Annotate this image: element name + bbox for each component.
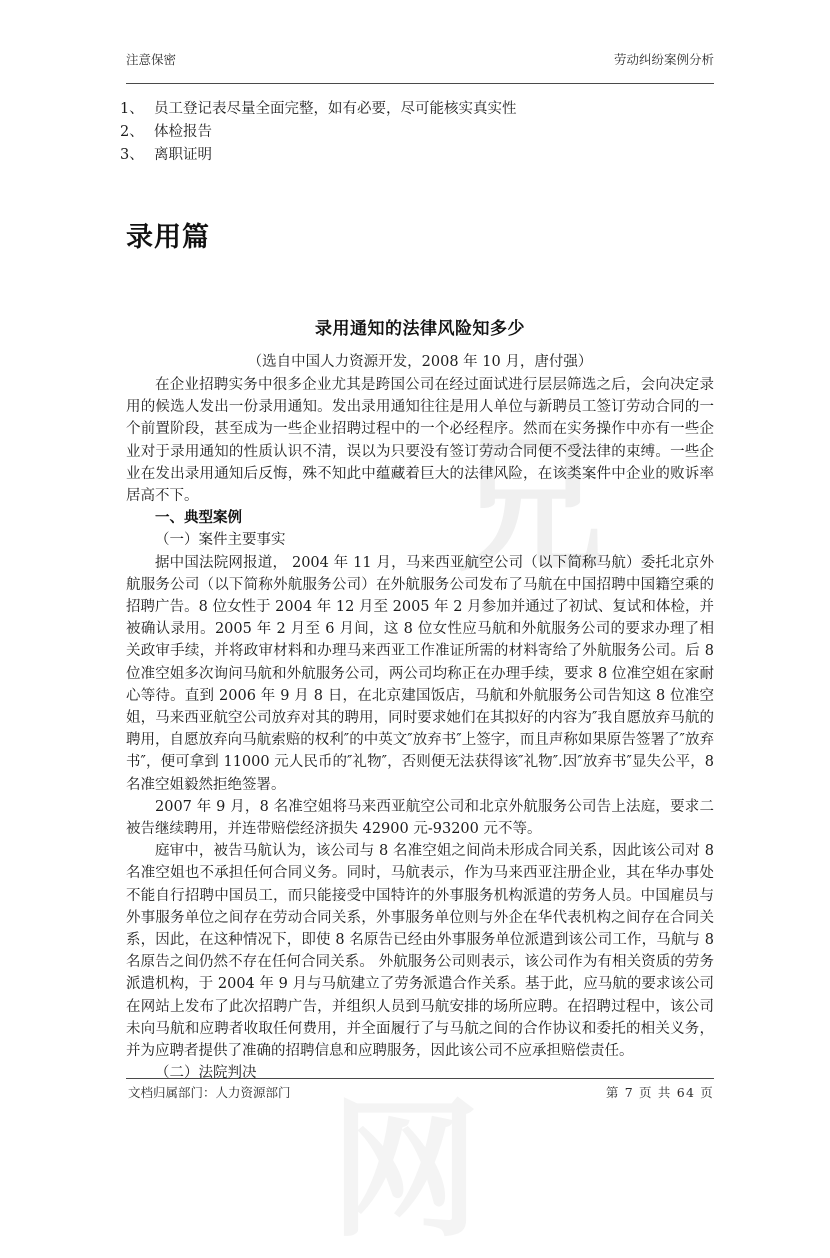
case-facts-paragraph-3: 庭审中，被告马航认为，该公司与 8 名准空姐之间尚未形成合同关系，因此该公司对 8 名准空姐也不承担任何合同义务。同时，马航表示，作为马来西亚注册企业，其在华办事处不能自行招聘中国员工，而只能接受中国特许的外事服务机构派遣的劳务人员。中国雇员与外事服务单位之间存在劳动合同关系，外事服务单位则与外企在华代表机构之间存在合同关系，因此，在这种情况下，即使 8 名原告已经由外事服务单位派遣到该公司工作，马航与 8 名原告之间仍然不存在任何合同关系。 外航服务公司则表示，该公司作为有相关资质的劳务派遣机构，于 2004 年 9 月与马航建立了劳务派遣合作关系。基于此，应马航的要求该公司在网站上发布了此次招聘广告，并组织人员到马航安排的场所应聘。在招聘过程中，该公司未向马航和应聘者收取任何费用，并全面履行了与马航之间的合作协议和委托的相关义务，并为应聘者提供了准确的招聘信息和应聘服务，因此该公司不应承担赔偿责任。 [126,843,714,1060]
list-item-label: 体检报告 [154,124,212,140]
list-item-label: 离职证明 [154,147,212,163]
footer-rule [126,1078,714,1079]
list-item-number: 2、 [120,124,144,140]
article-source: （选自中国人力资源开发，2008 年 10 月，唐付强） [247,354,593,371]
heading-case-facts: （一）案件主要事实 [155,532,286,549]
header-left-text: 注意保密 [126,52,177,67]
list-item [120,98,714,121]
list-item [120,121,714,144]
watermark-bottom: 网 [330,1082,475,1258]
case-facts-paragraph-1: 据中国法院网报道， 2004 年 11 月，马来西亚航空公司（以下简称马航）委托北京外航服务公司（以下简称外航服务公司）在外航服务公司发布了马航在中国招聘中国籍空乘的招聘广告。8 位女性于 2004 年 12 月至 2005 年 2 月参加并通过了初试、复试和体检，并被确认录用。2005 年 2 月至 6 月间，这 8 位女性应马航和外航服务公司的要求办理了相关政审手续，并将政审材料和办理马来西亚工作准证所需的材料寄给了外航服务公司。后 8 位准空姐多次询问马航和外航服务公司，两公司均称正在办理手续，要求 8 位准空姐在家耐心等待。直到 2006 年 9 月 8 日，在北京建国饭店，马航和外航服务公司告知这 8 位准空姐，马来西亚航空公司放弃对其的聘用，同时要求她们在其拟好的内容为″我自愿放弃马航的聘用，自愿放弃向马航索赔的权利″的中英文″放弃书″上签字，而且声称如果原告签署了″放弃书″，便可拿到 11000 元人民币的″礼物″，否则便无法获得该″礼物″.因″放弃书″显失公平，8 名准空姐毅然拒绝签署。 [126,554,714,793]
article-title: 录用通知的法律风险知多少 [315,319,525,340]
header-rule [126,83,714,84]
checklist [120,98,714,167]
watermark-mid: 兄 [455,417,600,593]
list-item-number: 3、 [120,147,144,163]
running-header [126,52,714,68]
footer-left-text: 文档归属部门：人力资源部门 [128,1085,291,1100]
heading-court-judgment: （二）法院判决 [155,1065,257,1082]
header-right-text: 劳动纠纷案例分析 [613,52,714,67]
running-footer [128,1085,714,1101]
section-heading: 录用篇 [126,222,210,253]
list-item-label: 员工登记表尽量全面完整，如有必要，尽可能核实真实性 [154,101,517,117]
list-item-number: 1、 [120,101,144,117]
case-facts-paragraph-2: 2007 年 9 月，8 名准空姐将马来西亚航空公司和北京外航服务公司告上法庭，要求二被告继续聘用，并连带赔偿经济损失 42900 元-93200 元不等。 [126,798,714,837]
article-intro-paragraph: 在企业招聘实务中很多企业尤其是跨国公司在经过面试进行层层筛选之后，会向决定录用的候选人发出一份录用通知。发出录用通知往往是用人单位与新聘员工签订劳动合同的一个前置阶段，甚至成为一些企业招聘过程中的一个必经程序。然而在实务操作中亦有一些企业对于录用通知的性质认识不清，误以为只要没有签订劳动合同便不受法律的束缚。一些企业在发出录用通知后反悔，殊不知此中蕴藏着巨大的法律风险，在该类案件中企业的败诉率居高不下。 [126,376,714,504]
list-item [120,144,714,167]
footer-page-number: 第 7 页 共 64 页 [605,1085,714,1100]
document-body [120,98,714,1084]
heading-typical-cases: 一、典型案例 [155,509,242,527]
